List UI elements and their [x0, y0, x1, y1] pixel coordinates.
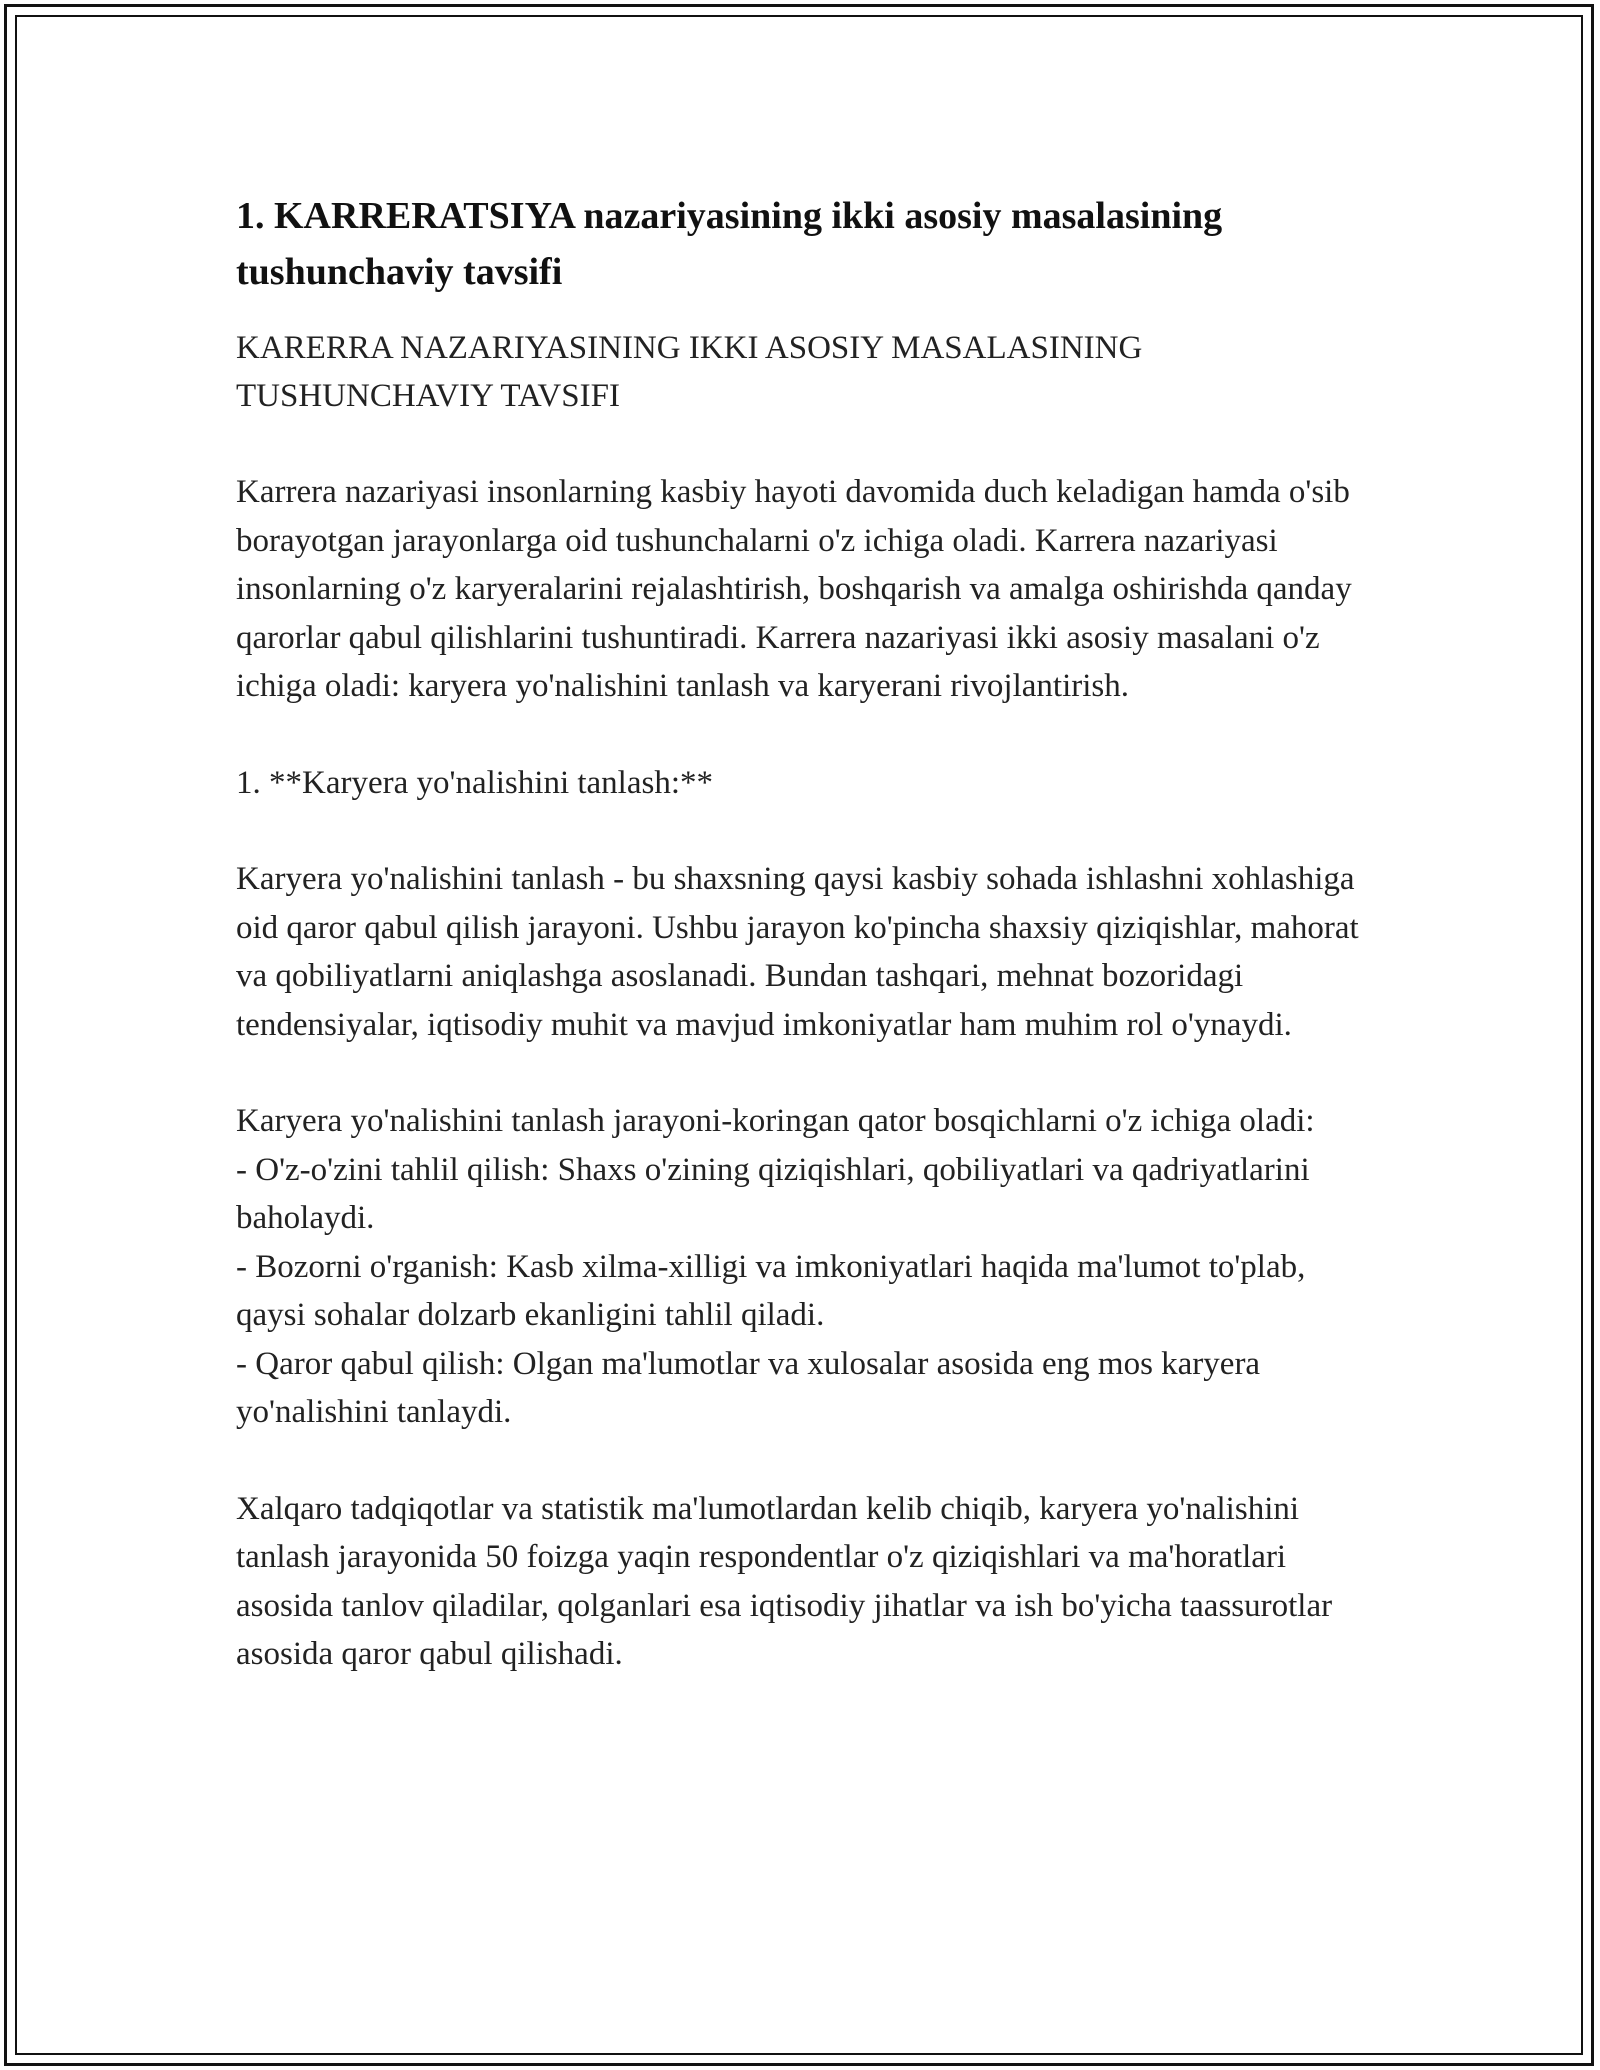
list-item: - Bozorni o'rganish: Kasb xilma-xilligi va imkoniyatlari haqida ma'lumot to'plab, qaysi sohalar dolzarb ekanligini tahlil qiladi.	[236, 1248, 1306, 1333]
list-item: - Qaror qabul qilish: Olgan ma'lumotlar va xulosalar asosida eng mos karyera yo'nalishini tanlaydi.	[236, 1345, 1261, 1430]
section-paragraph: Karyera yo'nalishini tanlash - bu shaxsning qaysi kasbiy sohada ishlashni xohlashiga oid qaror qabul qilish jarayoni. Ushbu jarayon ko'pincha shaxsiy qiziqishlar, mahorat va qobiliyatlarni aniqlashga asoslanadi. Bundan tashqari, mehnat bozoridagi tendensiyalar, iqtisodiy muhit va mavjud imkoniyatlar ham muhim rol o'ynaydi.	[236, 861, 1359, 1043]
intro-paragraph: Karrera nazariyasi insonlarning kasbiy hayoti davomida duch keladigan hamda o'sib borayotgan jarayonlarga oid tushunchalarni o'z ichiga oladi. Karrera nazariyasi insonlarning o'z karyeralarini rejalashtirish, boshqarish va amalga oshirishda qanday qarorlar qabul qilishlarini tushuntiradi. Karrera nazariyasi ikki asosiy masalani o'z ichiga oladi: karyera yo'nalishini tanlash va karyerani rivojlantirish.	[236, 474, 1352, 704]
document-body	[236, 188, 1376, 1727]
document-title: 1. KARRERATSIYA nazariyasining ikki asosiy masalasining tushunchaviy tavsifi	[236, 195, 1223, 293]
steps-intro: Karyera yo'nalishini tanlash jarayoni-koringan qator bosqichlarni o'z ichiga oladi:	[236, 1103, 1315, 1139]
steps-block	[236, 1097, 1376, 1437]
document-subtitle: KARERRA NAZARIYASINING IKKI ASOSIY MASALASINING TUSHUNCHAVIY TAVSIFI	[236, 330, 1143, 414]
list-item: - O'z-o'zini tahlil qilish: Shaxs o'zining qiziqishlari, qobiliyatlari va qadriyatlarini baholaydi.	[236, 1151, 1310, 1236]
closing-paragraph: Xalqaro tadqiqotlar va statistik ma'lumotlardan kelib chiqib, karyera yo'nalishini tanlash jarayonida 50 foizga yaqin respondentlar o'z qiziqishlari va ma'horatlari asosida tanlov qiladilar, qolganlari esa iqtisodiy jihatlar va ish bo'yicha taassurotlar asosida qaror qabul qilishadi.	[236, 1490, 1333, 1672]
section-heading: 1. **Karyera yo'nalishini tanlash:**	[236, 764, 714, 801]
